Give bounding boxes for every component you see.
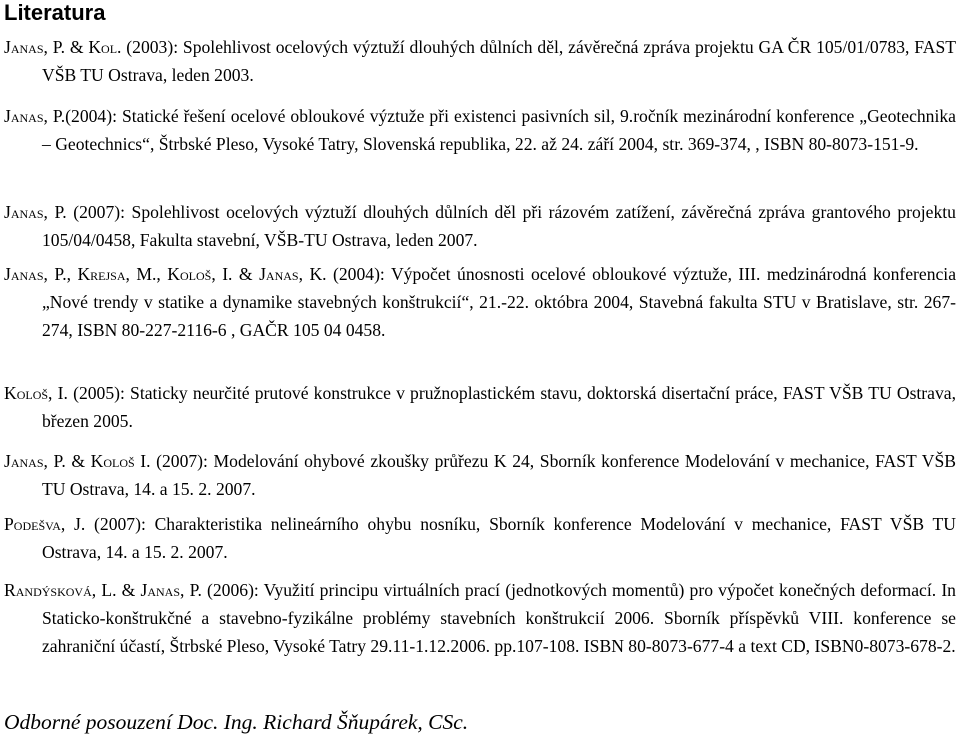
reference-item-6 <box>4 447 956 503</box>
reference-authors: Janas, P. <box>4 202 67 222</box>
reference-text: (2006): Využití principu virtuálních prací (jednotkových momentů) pro výpočet konečných deformací. In Staticko-konštrukčné a stavebno-fyzikálne problémy stavebních konštrukcií 2006. Sborník příspěvků VIII. konference se zahraniční účastí, Štrbské Pleso, Vysoké Tatry 29.11-1.12.2006. pp.107-108. ISBN 80-8073-677-4 a text CD, ISBN0-8073-678-2. <box>42 580 956 656</box>
reference-text: (2005): Staticky neurčité prutové konstrukce v pružnoplastickém stavu, doktorská disertační práce, FAST VŠB TU Ostrava, březen 2005. <box>42 383 956 431</box>
reference-text: (2007): Modelování ohybové zkoušky průřezu K 24, Sborník konference Modelování v mechanice, FAST VŠB TU Ostrava, 14. a 15. 2. 2007. <box>42 451 956 499</box>
reference-authors: Podešva, J. <box>4 514 86 534</box>
reference-text: (2004): Statické řešení ocelové obloukové výztuže při existenci pasivních sil, 9.ročník mezinárodní konference „Geotechnika – Geotechnics“, Štrbské Pleso, Vysoké Tatry, Slovenská republika, 22. až 24. září 2004, str. 369-374, , ISBN 80-8073-151-9. <box>42 106 956 154</box>
reference-item-2 <box>4 102 956 158</box>
reference-item-5 <box>4 379 956 435</box>
reference-text: (2003): Spolehlivost ocelových výztuží dlouhých důlních děl, závěrečná zpráva projektu GA ČR 105/01/0783, FAST VŠB TU Ostrava, leden 2003. <box>42 37 956 85</box>
review-note: Odborné posouzení Doc. Ing. Richard Šňupárek, CSc. <box>4 710 469 734</box>
reference-item-1 <box>4 33 956 89</box>
reference-authors: Janas, P. & Kološ I. <box>4 451 151 471</box>
reference-text: (2007): Charakteristika nelineárního ohybu nosníku, Sborník konference Modelování v mechanice, FAST VŠB TU Ostrava, 14. a 15. 2. 2007. <box>42 514 956 562</box>
section-heading: Literatura <box>4 0 106 25</box>
reference-item-8 <box>4 576 956 660</box>
reference-item-7 <box>4 510 956 566</box>
reference-item-4 <box>4 260 956 344</box>
reference-item-3 <box>4 198 956 254</box>
reference-authors: Janas, P., Krejsa, M., Kološ, I. & Janas, K. <box>4 264 327 284</box>
reference-text: (2007): Spolehlivost ocelových výztuží dlouhých důlních děl při rázovém zatížení, závěrečná zpráva grantového projektu 105/04/0458, Fakulta stavební, VŠB-TU Ostrava, leden 2007. <box>42 202 956 250</box>
reference-authors: Janas, P. <box>4 106 66 126</box>
reference-authors: Kološ, I. <box>4 383 68 403</box>
reference-text: (2004): Výpočet únosnosti ocelové obloukové výztuže, III. medzinárodná konferencia „Nové trendy v statike a dynamike stavebných konštrukcií“, 21.-22. októbra 2004, Stavebná fakulta STU v Bratislave, str. 267-274, ISBN 80-227-2116-6 , GAČR 105 04 0458. <box>42 264 957 340</box>
reference-authors: Janas, P. & Kol. <box>4 37 122 57</box>
reference-authors: Randýsková, L. & Janas, P. <box>4 580 202 600</box>
